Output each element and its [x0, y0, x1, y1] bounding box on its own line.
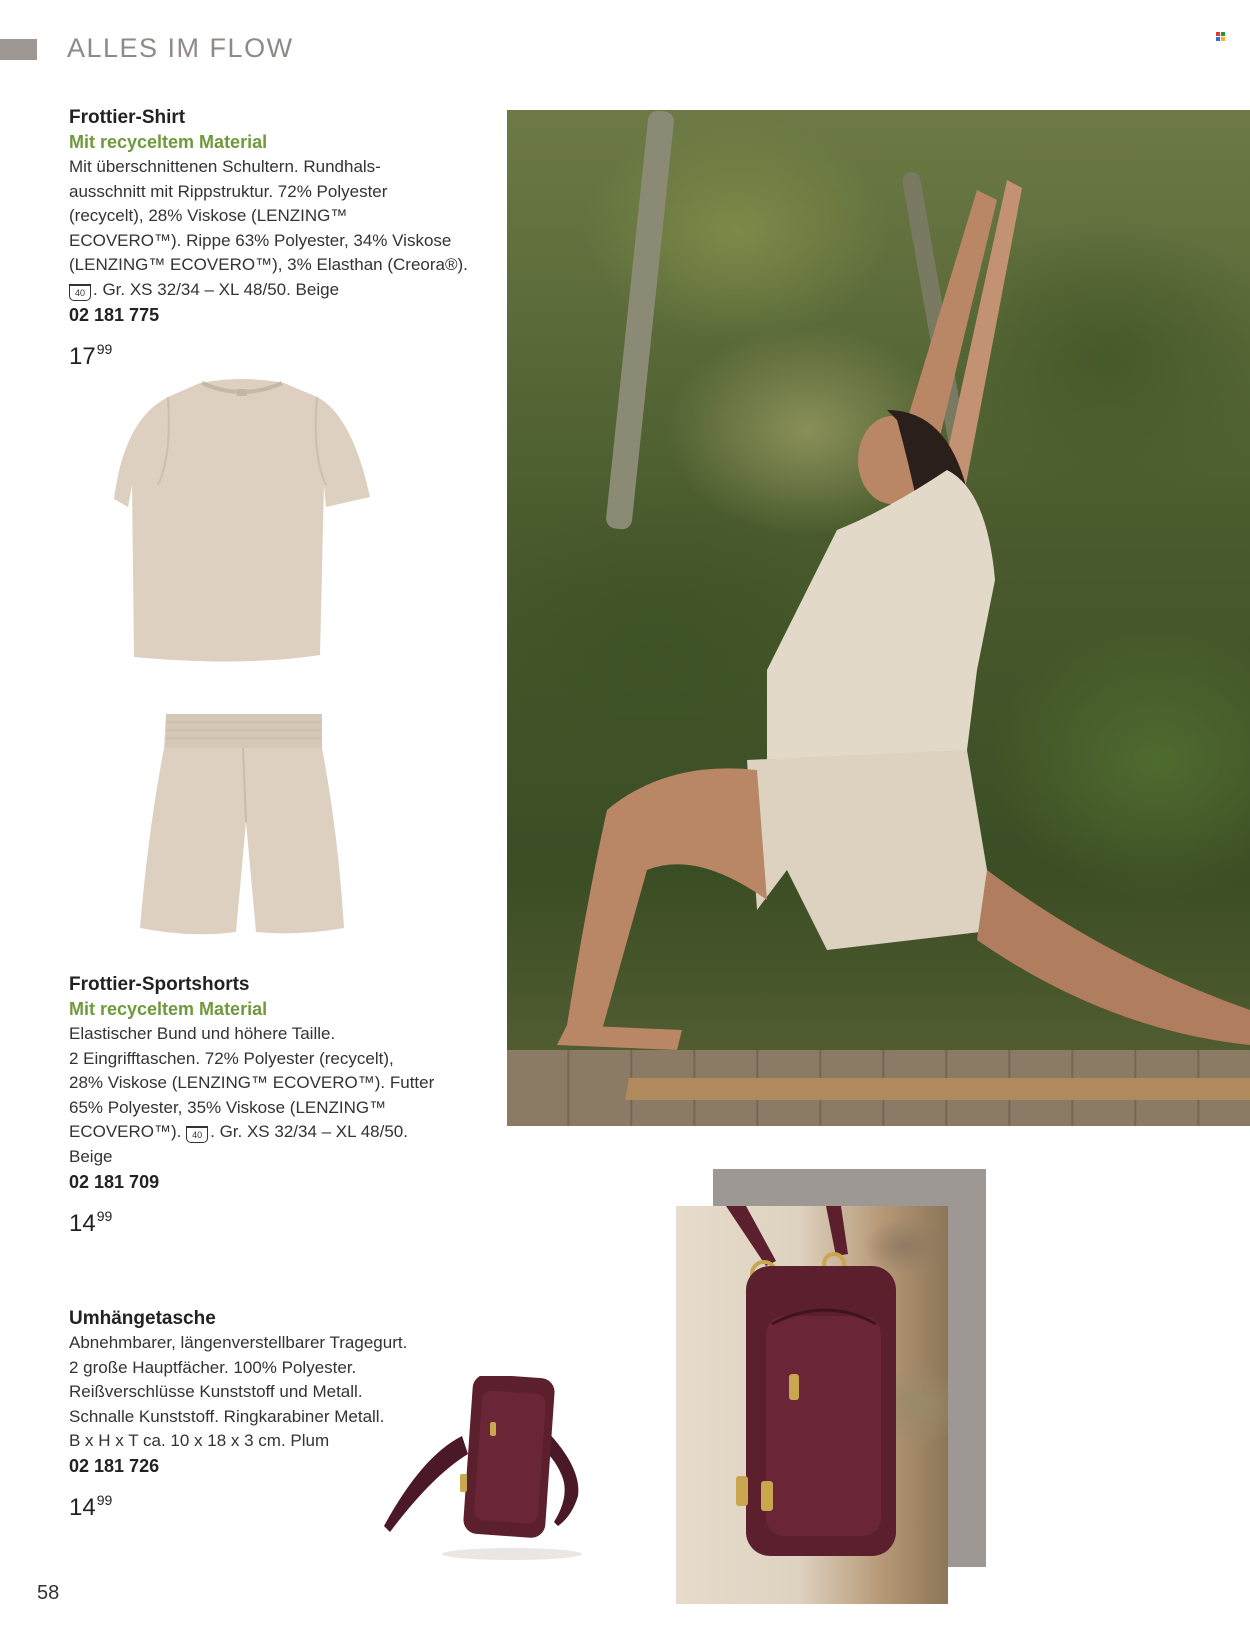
- article-number: 02 181 709: [69, 1171, 160, 1192]
- wash-40-icon: 40: [69, 284, 91, 301]
- price-cents: 99: [96, 1207, 113, 1224]
- price-main: 17: [69, 342, 96, 370]
- product-description: [69, 1022, 469, 1170]
- description-line: B x H x T ca. 10 x 18 x 3 cm. Plum: [69, 1431, 330, 1451]
- price-cents: 99: [96, 1491, 113, 1508]
- product-name: Frottier-Shirt: [69, 107, 186, 128]
- description-line: Reißverschlüsse Kunststoff und Metall.: [69, 1382, 363, 1402]
- article-number: 02 181 726: [69, 1455, 160, 1476]
- article-number: 02 181 775: [69, 304, 160, 325]
- price-cents: 99: [96, 340, 113, 357]
- product-name: Frottier-Sportshorts: [69, 974, 250, 995]
- wash-40-icon: 40: [186, 1126, 208, 1143]
- bag-closeup-photo: [676, 1206, 948, 1604]
- product-tag: Mit recyceltem Material: [69, 999, 268, 1019]
- header-color-bar: [0, 39, 37, 60]
- beige-shirt-image: [112, 375, 372, 671]
- beige-shorts-image: [138, 712, 348, 944]
- color-info: Beige: [69, 1146, 113, 1166]
- corner-color-mark: [1216, 32, 1225, 41]
- product-name: Umhängetasche: [69, 1308, 216, 1329]
- product-tag: Mit recyceltem Material: [69, 132, 268, 152]
- description-line: Schnalle Kunststoff. Ringkarabiner Metall.: [69, 1406, 385, 1426]
- price-main: 14: [69, 1493, 96, 1521]
- product-frottier-shirt: [69, 106, 469, 374]
- product-description: [69, 155, 469, 303]
- care-prefix: ECOVERO™).: [69, 1122, 187, 1142]
- price: [69, 1199, 469, 1241]
- care-line: [69, 1120, 469, 1145]
- size-color-info: . Gr. XS 32/34 – XL 48/50. Beige: [93, 279, 340, 299]
- price: [69, 332, 469, 374]
- page-title: ALLES IM FLOW: [67, 33, 294, 63]
- page-number: 58: [37, 1582, 60, 1604]
- description-line: ECOVERO™). Rippe 63% Polyester, 34% Viskose: [69, 230, 452, 250]
- description-line: 28% Viskose (LENZING™ ECOVERO™). Futter: [69, 1073, 435, 1093]
- description-line: 65% Polyester, 35% Viskose (LENZING™: [69, 1097, 387, 1117]
- care-line: [69, 278, 469, 303]
- description-line: ausschnitt mit Rippstruktur. 72% Polyester: [69, 181, 388, 201]
- product-frottier-sportshorts: [69, 973, 469, 1241]
- description-line: 2 große Hauptfächer. 100% Polyester.: [69, 1357, 357, 1377]
- description-line: (LENZING™ ECOVERO™), 3% Elasthan (Creora®).: [69, 255, 468, 275]
- size-info: . Gr. XS 32/34 – XL 48/50.: [210, 1122, 408, 1142]
- price-main: 14: [69, 1209, 96, 1237]
- description-line: Mit überschnittenen Schultern. Rundhals-: [69, 157, 381, 176]
- yoga-model-photo: [507, 110, 1250, 1126]
- description-line: Abnehmbarer, längenverstellbarer Tragegurt.: [69, 1333, 408, 1352]
- yoga-figure-icon: [507, 110, 1250, 1126]
- description-line: 2 Eingrifftaschen. 72% Polyester (recycelt),: [69, 1048, 394, 1068]
- description-line: (recycelt), 28% Viskose (LENZING™: [69, 206, 348, 226]
- plum-bag-image: [382, 1376, 594, 1566]
- description-line: Elastischer Bund und höhere Taille.: [69, 1024, 336, 1043]
- plum-bag-closeup-icon: [676, 1206, 948, 1604]
